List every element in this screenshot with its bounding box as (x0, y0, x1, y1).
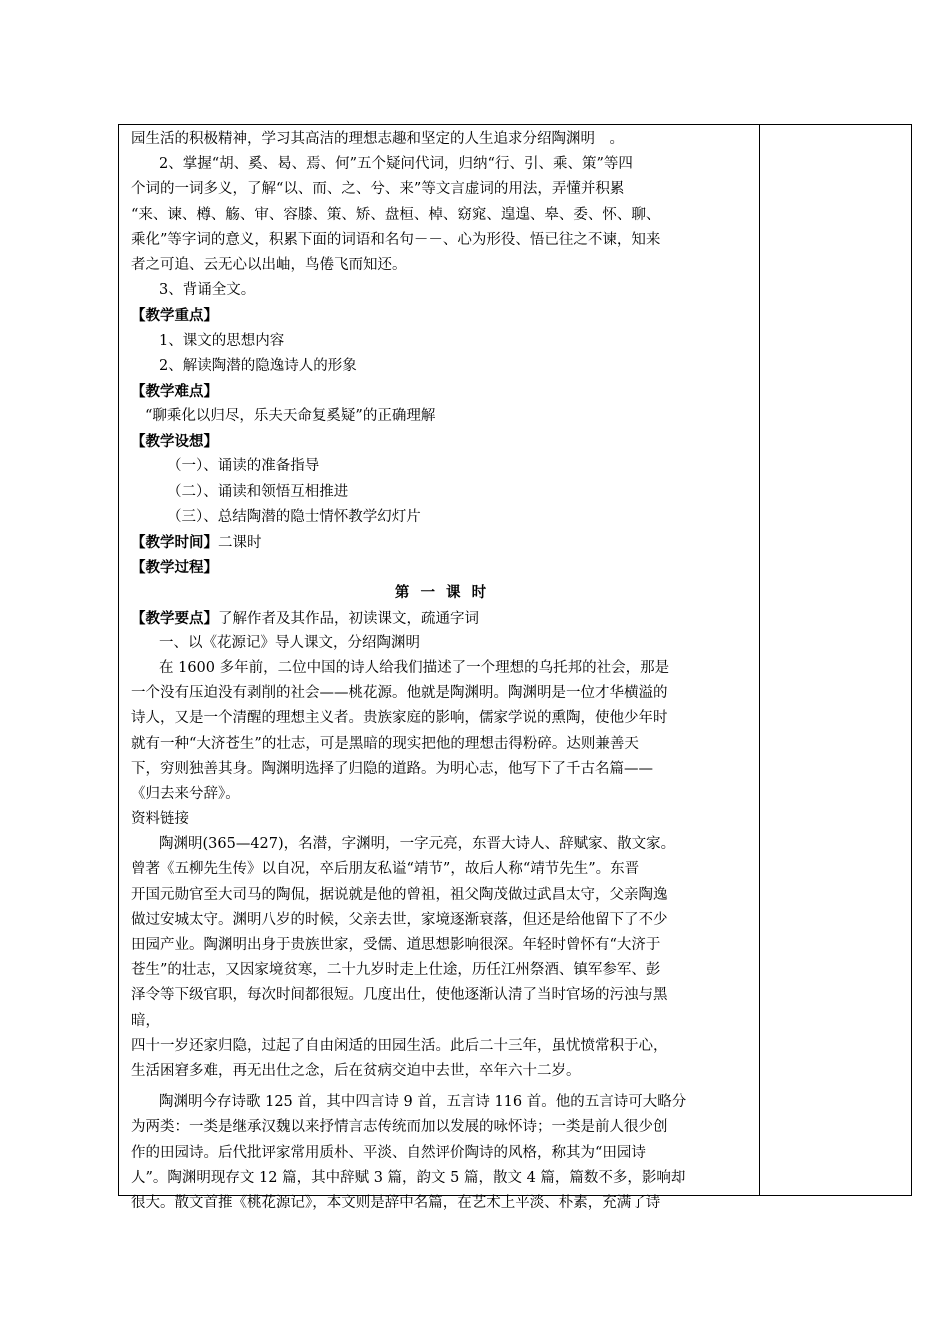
teaching-time-value: 二课时 (218, 535, 262, 551)
text-line: 就有一种“大济苍生”的壮志，可是黑暗的现实把他的理想击得粉碎。达则兼善天 (131, 735, 639, 752)
lesson-1-title: 第 一 课 时 (394, 584, 490, 602)
design-item-2: （二）、诵读和领悟互相推进 (167, 483, 349, 500)
step-1-heading: 一、以《花源记》导人课文，分绍陶渊明 (159, 634, 420, 651)
lesson-plan-table (118, 124, 912, 1211)
difficulty-line: “聊乘化以归尽，乐夫天命复奚疑”的正确理解 (145, 408, 436, 425)
bio-paragraph-line: 陶渊明(365—427)，名潜，字渊明，一字元亮，东晋大诗人、辞赋家、散文家。 (159, 836, 676, 853)
design-item-1: （一）、诵读的准备指导 (167, 458, 320, 475)
key-point-1: 1、课文的思想内容 (159, 332, 285, 349)
text-line: 开国元勋官至大司马的陶侃，据说就是他的曾祖，祖父陶茂做过武昌太守，父亲陶逸 (131, 886, 668, 903)
works-paragraph-line: 陶渊明今存诗歌 125 首，其中四言诗 9 首，五言诗 116 首。他的五言诗可大略分 (159, 1094, 687, 1111)
text-line: 人”。陶渊明现存文 12 篇，其中辞赋 3 篇，韵文 5 篇，散文 4 篇，篇数不多，影响却 (131, 1169, 686, 1186)
text-line: 泽令等下级官职，每次时间都很短。几度出仕，使他逐渐认清了当时官场的污浊与黑 (131, 987, 668, 1004)
text-line: 四十一岁还家归隐，过起了自由闲适的田园生活。此后二十三年，虽忧愤常积于心， (131, 1037, 668, 1054)
text-line: 生活困窘多难，再无出仕之念，后在贫病交迫中去世，卒年六十二岁。 (131, 1062, 581, 1079)
text-line: 田园产业。陶渊明出身于贵族世家，受儒、道思想影响很深。年轻时曾怀有“大济于 (131, 937, 661, 953)
text-line: “来、谏、樽、觞、审、容膝、策、矫、盘桓、棹、窈窕、遑遑、皋、委、怀、聊、 (131, 206, 661, 223)
resource-link-label: 资料链接 (131, 811, 189, 828)
text-line: 《归去来兮辞》。 (131, 785, 240, 802)
text-line: 很大。散文首推《桃花源记》，本文则是辞中名篇，在艺术上平淡、朴素，充满了诗 (131, 1194, 661, 1211)
text-line: 暗， (131, 1012, 160, 1029)
intro-paragraph-line: 在 1600 多年前，二位中国的诗人给我们描述了一个理想的乌托邦的社会，那是 (159, 659, 670, 676)
section-heading-key-points: 【教学重点】 (131, 307, 218, 325)
text-line: 园生活的积极精神，学习其高洁的理想志趣和坚定的人生追求分绍陶渊明 。 (131, 131, 624, 147)
design-item-3: （三）、总结陶潜的隐士情怀教学幻灯片 (167, 508, 421, 525)
text-line: 下，穷则独善其身。陶渊明选择了归隐的道路。为明心志，他写下了千古名篇—— (131, 760, 653, 777)
section-heading-time: 【教学时间】 (131, 534, 218, 551)
section-heading-design: 【教学设想】 (131, 433, 218, 451)
key-point-2: 2、解读陶潜的隐逸诗人的形象 (159, 357, 357, 374)
main-content-cell (131, 127, 753, 1216)
text-line: 苍生”的壮志，又因家境贫寒，二十九岁时走上仕途，历任江州祭酒、镇军参军、彭 (131, 962, 661, 979)
section-heading-process: 【教学过程】 (131, 559, 218, 577)
section-heading-essentials: 【教学要点】 (131, 609, 218, 627)
text-line: 者之可追、云无心以出岫，鸟倦飞而知还。 (131, 256, 407, 273)
teaching-essentials-value: 了解作者及其作品，初读课文，疏通字词 (218, 610, 479, 627)
column-divider (759, 125, 760, 1195)
objective-2-line: 2、掌握“胡、奚、曷、焉、何”五个疑问代词，归纳“行、引、乘、策”等四 (159, 156, 633, 173)
text-line: 为两类：一类是继承汉魏以来抒情言志传统而加以发展的咏怀诗；一类是前人很少创 (131, 1119, 668, 1136)
text-line: 作的田园诗。后代批评家常用质朴、平淡、自然评价陶诗的风格，称其为“田园诗 (131, 1144, 646, 1161)
teaching-time-row (131, 530, 753, 555)
objective-3-line: 3、背诵全文。 (159, 282, 256, 299)
text-line: 做过安城太守。渊明八岁的时候，父亲去世，家境逐渐衰落，但还是给他留下了不少 (131, 911, 668, 928)
text-line: 一个没有压迫没有剥削的社会——桃花源。他就是陶渊明。陶渊明是一位才华横溢的 (131, 685, 668, 702)
section-heading-difficulties: 【教学难点】 (131, 382, 218, 400)
text-line: 曾著《五柳先生传》以自况，卒后朋友私谥“靖节”，故后人称“靖节先生”。东晋 (131, 861, 640, 878)
text-line: 个词的一词多义，了解“以、而、之、兮、来”等文言虚词的用法，弄懂并积累 (131, 181, 625, 198)
text-line: 诗人，又是一个清醒的理想主义者。贵族家庭的影响，儒家学说的熏陶，使他少年时 (131, 710, 668, 727)
text-line: 乘化”等字词的意义，积累下面的词语和名句－－、心为形役、悟已往之不谏，知来 (131, 231, 661, 248)
teaching-essentials-row (131, 606, 753, 631)
